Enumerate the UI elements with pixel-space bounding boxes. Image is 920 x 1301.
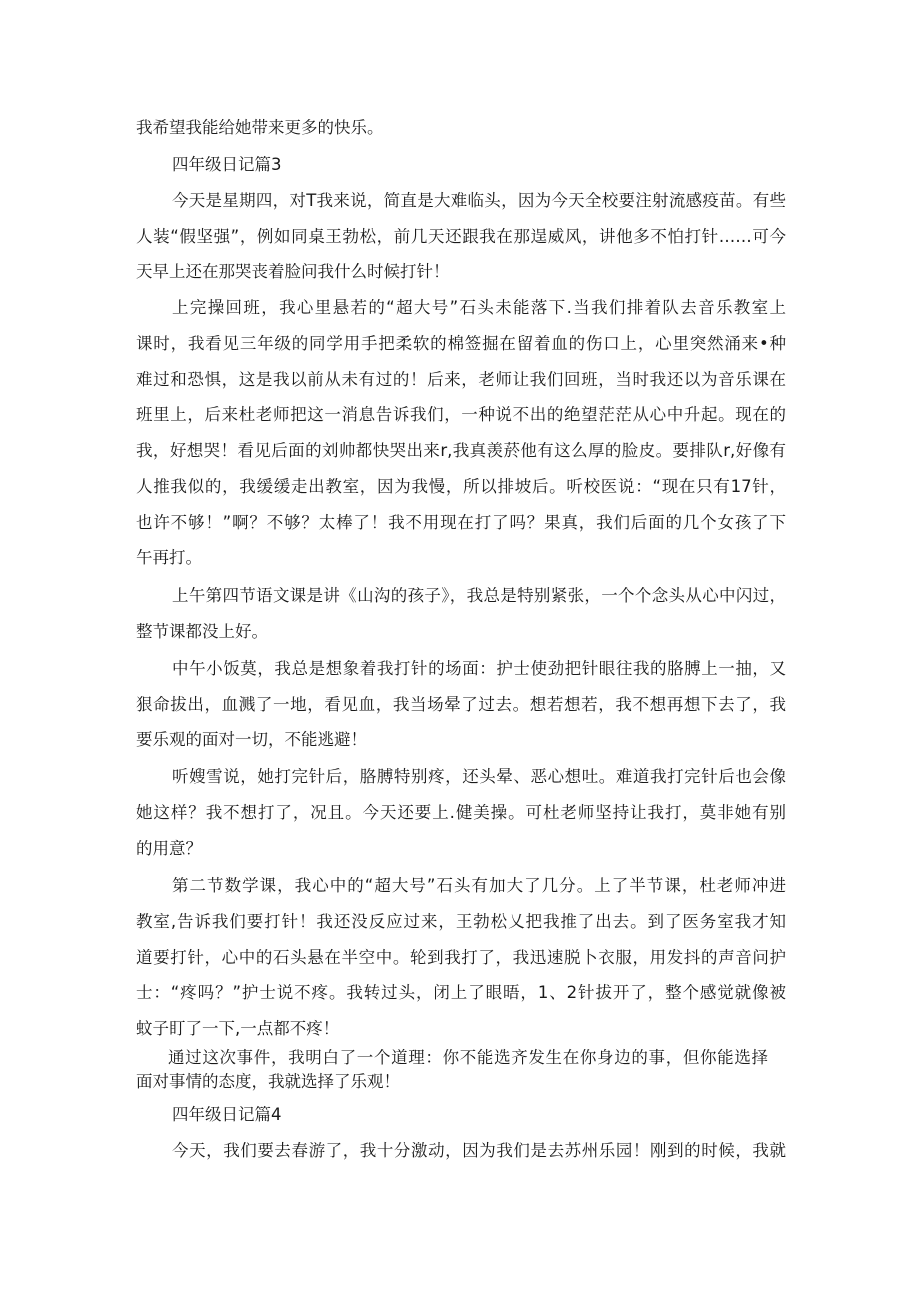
paragraph-line: 课时，我看见三年级的同学用手把柔软的棉签掘在留着血的伤口上，心里突然涌来•种 xyxy=(136,334,786,353)
paragraph-line: 今天是星期四，对T我来说，简直是大难临头，因为今天全校要注射流感疫苗。有些 xyxy=(172,191,786,210)
paragraph-line: 她这样？我不想打了，况且。今天还要上.健美操。可杜老师坚持让我打，莫非她有别 xyxy=(136,803,786,822)
paragraph-line: 天早上还在那哭丧着脸问我什么时候打针！ xyxy=(136,262,450,281)
paragraph-line: 人推我似的，我缓缓走出教室，因为我慢，所以排坡后。听校医说：“现在只有17针， xyxy=(136,477,786,496)
paragraph-line: 人装“假坚强”，例如同桌王勃松，前几天还跟我在那逞威风，讲他多不怕打针……可今 xyxy=(136,227,786,246)
paragraph-line: 午再打。 xyxy=(136,548,202,567)
paragraph-line: 要乐观的面对一切，不能逃避！ xyxy=(136,730,367,749)
paragraph-line: 我，好想哭！看见后面的刘帅都快哭出来r,我真羡菸他有这么厚的脸皮。要排队r,好像有 xyxy=(136,441,786,460)
section-heading-3: 四年级日记篇3 xyxy=(172,155,282,174)
paragraph-line: 整节课都没上好。 xyxy=(136,622,268,641)
paragraph-line: 难过和恐惧，这是我以前从未有过的！后来，老师让我们回班，当时我还以为音乐课在 xyxy=(136,370,786,389)
paragraph-line: 狠命拔出，血溅了一地，看见血，我当场晕了过去。想若想若，我不想再想下去了，我 xyxy=(136,695,786,714)
paragraph-line: 第二节数学课，我心中的“超大号”石头有加大了几分。上了半节课，杜老师冲进 xyxy=(172,876,786,895)
section-heading-4: 四年级日记篇4 xyxy=(172,1105,282,1124)
paragraph-line: 上午第四节语文课是讲《山沟的孩子》，我总是特别紧张，一个个念头从心中闪过， xyxy=(172,586,786,605)
paragraph-line: 的用意？ xyxy=(136,839,202,858)
paragraph-line: 教室,告诉我们要打针！我还没反应过来，王勃松乂把我推了出去。到了医务室我才知 xyxy=(136,912,786,931)
paragraph-line: 士：“疼吗？”护士说不疼。我转过头，闭上了眼晤，1、2针拔开了，整个感觉就像被 xyxy=(136,983,786,1002)
paragraph-line: 班里上，后来杜老师把这一消息告诉我们，一种说不出的绝望茫茫从心中升起。现在的 xyxy=(136,405,786,424)
paragraph-line: 道要打针，心中的石头悬在半空中。轮到我打了，我迅速脱卜衣服，用发抖的声音问护 xyxy=(136,948,786,967)
paragraph-line: 通过这次事件，我明白了一个道理：你不能选齐发生在你身边的事，但你能选择 xyxy=(168,1048,768,1067)
paragraph-line: 听嫂雪说，她打完针后，胳膊特别疼，还头晕、恶心想吐。难道我打完针后也会像 xyxy=(172,767,786,786)
paragraph-line: 也许不够！”啊？不够？太棒了！我不用现在打了吗？果真，我们后面的几个女孩了下 xyxy=(136,513,786,532)
paragraph-line: 中午小饭莫，我总是想象着我打针的场面：护士使劲把针眼往我的胳膊上一抽，又 xyxy=(172,659,786,678)
paragraph-line: 上完操回班，我心里悬若的“超大号”石头未能落下.当我们排着队去音乐教室上 xyxy=(172,298,786,317)
paragraph-line: 我希望我能给她带来更多的快乐。 xyxy=(136,118,384,137)
paragraph-line: 今天，我们要去春游了，我十分激动，因为我们是去苏州乐园！刚到的时候，我就 xyxy=(172,1141,786,1160)
paragraph-line: 蚊子盯了一下,一点都不疼！ xyxy=(136,1019,340,1038)
paragraph-line: 面对事情的态度，我就选择了乐观！ xyxy=(136,1072,400,1091)
